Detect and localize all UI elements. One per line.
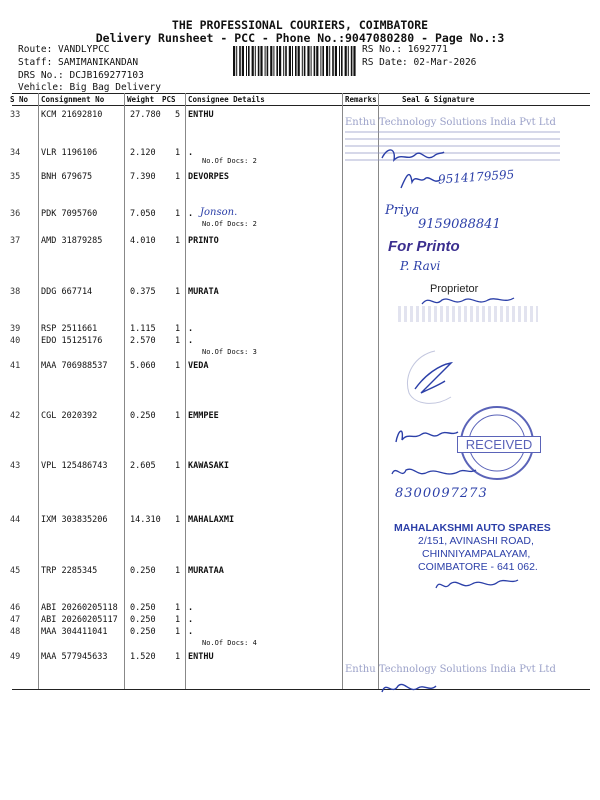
row-sr: 35 <box>10 172 21 182</box>
signature-row-43 <box>388 460 478 486</box>
row-weight: 0.250 <box>130 615 156 625</box>
row-consignee: DEVORPES <box>188 172 229 182</box>
row-consignee: EMMPEE <box>188 411 219 421</box>
row-consignee: . <box>188 148 194 158</box>
row-sr: 43 <box>10 461 21 471</box>
row-consignee: . <box>188 603 194 613</box>
faded-stamp-38 <box>398 306 538 322</box>
barcode-bar <box>260 46 262 76</box>
vehicle-label: Vehicle: Big Bag Delivery <box>18 82 161 93</box>
row-sr: 49 <box>10 652 21 662</box>
barcode <box>232 46 356 76</box>
row-consignment: MAA 577945633 <box>41 652 108 662</box>
row-sr: 34 <box>10 148 21 158</box>
signature-row-49 <box>378 676 438 702</box>
col-header-seal: Seal & Signature <box>402 95 475 104</box>
barcode-bar <box>270 46 272 76</box>
runsheet-subtitle: Delivery Runsheet - PCC - Phone No.:9047080280 - Page No.:3 <box>95 31 505 45</box>
barcode-bar <box>335 46 337 76</box>
row-consignment: ABI 20260205118 <box>41 603 118 613</box>
barcode-bar <box>322 46 324 76</box>
row-sr: 44 <box>10 515 21 525</box>
row-consignee: MAHALAXMI <box>188 515 235 525</box>
row-consignee: PRINTO <box>188 236 219 246</box>
barcode-bar <box>295 46 297 76</box>
table-row <box>0 361 600 373</box>
row-consignment: TRP 2285345 <box>41 566 98 576</box>
row-consignment: VLR 1196106 <box>41 148 98 158</box>
printo-signature: P. Ravi <box>400 259 441 273</box>
row-weight: 14.310 <box>130 515 161 525</box>
row-consignee: MURATA <box>188 287 219 297</box>
received-stamp-label: RECEIVED <box>457 436 541 453</box>
row-consignment: DDG 667714 <box>41 287 93 297</box>
row-pcs: 1 <box>175 236 181 246</box>
col-header-remarks: Remarks <box>345 95 377 104</box>
docs-count: No.Of Docs: 3 <box>202 348 257 356</box>
row-pcs: 1 <box>175 652 181 662</box>
barcode-bar <box>279 46 281 76</box>
row-weight: 2.120 <box>130 148 156 158</box>
row-weight: 1.115 <box>130 324 156 334</box>
row-weight: 5.060 <box>130 361 156 371</box>
row-pcs: 1 <box>175 287 181 297</box>
row-consignee: . <box>188 336 194 346</box>
row-weight: 0.250 <box>130 627 156 637</box>
barcode-bar <box>316 46 318 76</box>
row-sr: 41 <box>10 361 21 371</box>
row-pcs: 1 <box>175 461 181 471</box>
row-pcs: 1 <box>175 411 181 421</box>
barcode-bar <box>307 46 309 76</box>
docs-count: No.Of Docs: 4 <box>202 639 257 647</box>
barcode-bar <box>351 46 353 76</box>
row-pcs: 1 <box>175 566 181 576</box>
row-sr: 36 <box>10 209 21 219</box>
signature-row-45 <box>432 572 522 598</box>
row-consignment: KCM 21692810 <box>41 110 103 120</box>
col-header-consignee: Consignee Details <box>188 95 265 104</box>
row-consignee: ENTHU <box>188 652 214 662</box>
row-consignee: MURATAA <box>188 566 224 576</box>
docs-count: No.Of Docs: 2 <box>202 220 257 228</box>
table-bottom-border <box>12 689 590 690</box>
barcode-bar <box>283 46 284 76</box>
row-pcs: 1 <box>175 361 181 371</box>
table-row <box>0 209 600 221</box>
row-consignee: . <box>188 615 194 625</box>
barcode-bar <box>276 46 278 76</box>
barcode-bar <box>285 46 287 76</box>
row-weight: 0.250 <box>130 411 156 421</box>
row-pcs: 1 <box>175 336 181 346</box>
barcode-bar <box>329 46 330 76</box>
row-pcs: 1 <box>175 148 181 158</box>
handwritten-phone-1: 9514179595 <box>437 167 515 187</box>
row-consignee: . <box>188 209 194 219</box>
row-weight: 2.605 <box>130 461 156 471</box>
mahalakshmi-stamp-name: MAHALAKSHMI AUTO SPARES <box>394 522 551 534</box>
row-weight: 27.780 <box>130 110 161 120</box>
table-row <box>0 236 600 248</box>
table-top-border <box>12 93 590 94</box>
row-sr: 42 <box>10 411 21 421</box>
barcode-bar <box>267 46 269 76</box>
col-header-sr: S No <box>10 95 29 104</box>
row-weight: 4.010 <box>130 236 156 246</box>
barcode-bar <box>252 46 254 76</box>
row-pcs: 1 <box>175 209 181 219</box>
barcode-bar <box>314 46 316 76</box>
barcode-bar <box>341 46 343 76</box>
barcode-bar <box>332 46 334 76</box>
staff-label: Staff: SAMIMANIKANDAN <box>18 57 139 68</box>
table-row <box>0 652 600 664</box>
col-header-weight: Weight <box>127 95 155 104</box>
row-consignee: KAWASAKI <box>188 461 229 471</box>
row-weight: 7.390 <box>130 172 156 182</box>
barcode-bar <box>298 46 300 76</box>
row-consignment: PDK 7095760 <box>41 209 98 219</box>
barcode-bar <box>248 46 250 76</box>
barcode-bar <box>289 46 291 76</box>
company-title: THE PROFESSIONAL COURIERS, COIMBATORE <box>171 18 429 32</box>
handwritten-name-priya: Priya <box>385 203 420 218</box>
barcode-bar <box>304 46 306 76</box>
row-pcs: 1 <box>175 515 181 525</box>
row-consignment: IXM 303835206 <box>41 515 108 525</box>
row-pcs: 1 <box>175 324 181 334</box>
rs-number: RS No.: 1692771 <box>362 44 448 55</box>
col-header-pcs: PCS <box>162 95 176 104</box>
row-sr: 37 <box>10 236 21 246</box>
barcode-bar <box>339 46 340 76</box>
row-weight: 1.520 <box>130 652 156 662</box>
barcode-bar <box>242 46 244 76</box>
handwritten-phone-3: 8300097273 <box>395 486 488 501</box>
barcode-bar <box>239 46 241 76</box>
table-row <box>0 336 600 348</box>
row-pcs: 1 <box>175 172 181 182</box>
row-consignment: BNH 679675 <box>41 172 93 182</box>
row-sr: 39 <box>10 324 21 334</box>
company-stamp-bottom: Enthu Technology Solutions India Pvt Ltd <box>345 664 556 675</box>
row-sr: 33 <box>10 110 21 120</box>
row-consignment: AMD 31879285 <box>41 236 103 246</box>
barcode-bar <box>345 46 347 76</box>
table-row <box>0 615 600 627</box>
row-weight: 0.250 <box>130 603 156 613</box>
signature-row-41 <box>395 345 475 410</box>
row-consignment: ABI 20260205117 <box>41 615 118 625</box>
barcode-bar <box>258 46 260 76</box>
row-consignee: . <box>188 627 194 637</box>
barcode-bar <box>292 46 293 76</box>
row-consignee: VEDA <box>188 361 209 371</box>
row-consignment: VPL 125486743 <box>41 461 108 471</box>
mahalakshmi-stamp-addr3: COIMBATORE - 641 062. <box>418 561 538 573</box>
row-consignment: EDO 15125176 <box>41 336 103 346</box>
row-pcs: 1 <box>175 615 181 625</box>
row-sr: 47 <box>10 615 21 625</box>
company-stamp-top: Enthu Technology Solutions India Pvt Ltd <box>345 117 556 128</box>
barcode-bar <box>348 46 349 76</box>
drs-number: DRS No.: DCJB169277103 <box>18 70 144 81</box>
col-header-consignment: Consignment No <box>41 95 105 104</box>
row-consignment: CGL 2020392 <box>41 411 98 421</box>
row-consignment: MAA 304411041 <box>41 627 108 637</box>
row-weight: 7.050 <box>130 209 156 219</box>
table-row <box>0 603 600 615</box>
barcode-bar <box>255 46 256 76</box>
table-header-border <box>12 105 590 106</box>
barcode-bar <box>302 46 303 76</box>
row-sr: 40 <box>10 336 21 346</box>
row-sr: 48 <box>10 627 21 637</box>
row-pcs: 5 <box>175 110 181 120</box>
barcode-bar <box>273 46 274 76</box>
barcode-bar <box>311 46 312 76</box>
barcode-bar <box>265 46 266 76</box>
proprietor-label: Proprietor <box>430 283 479 295</box>
barcode-bar <box>233 46 235 76</box>
row-pcs: 1 <box>175 603 181 613</box>
route-label: Route: VANDLYPCC <box>18 44 110 55</box>
table-row <box>0 627 600 639</box>
mahalakshmi-stamp-addr2: CHINNIYAMPALAYAM, <box>422 548 531 560</box>
signature-row-35 <box>398 164 443 194</box>
row-sr: 45 <box>10 566 21 576</box>
row-consignment: RSP 2511661 <box>41 324 98 334</box>
handwritten-jonson: Jonson. <box>200 207 238 218</box>
row-weight: 0.375 <box>130 287 156 297</box>
barcode-bar <box>246 46 247 76</box>
row-consignment: MAA 706988537 <box>41 361 108 371</box>
row-weight: 2.570 <box>130 336 156 346</box>
handwritten-phone-2: 9159088841 <box>418 217 501 232</box>
barcode-bar <box>320 46 321 76</box>
rs-date: RS Date: 02-Mar-2026 <box>362 57 477 68</box>
row-sr: 38 <box>10 287 21 297</box>
table-row <box>0 324 600 336</box>
row-sr: 46 <box>10 603 21 613</box>
row-weight: 0.250 <box>130 566 156 576</box>
barcode-bar <box>353 46 355 76</box>
printo-stamp: For Printo <box>388 238 460 255</box>
row-consignee: ENTHU <box>188 110 214 120</box>
row-pcs: 1 <box>175 627 181 637</box>
barcode-bar <box>236 46 237 76</box>
barcode-bar <box>326 46 328 76</box>
docs-count: No.Of Docs: 2 <box>202 157 257 165</box>
mahalakshmi-stamp-addr1: 2/151, AVINASHI ROAD, <box>418 535 534 547</box>
row-consignee: . <box>188 324 194 334</box>
